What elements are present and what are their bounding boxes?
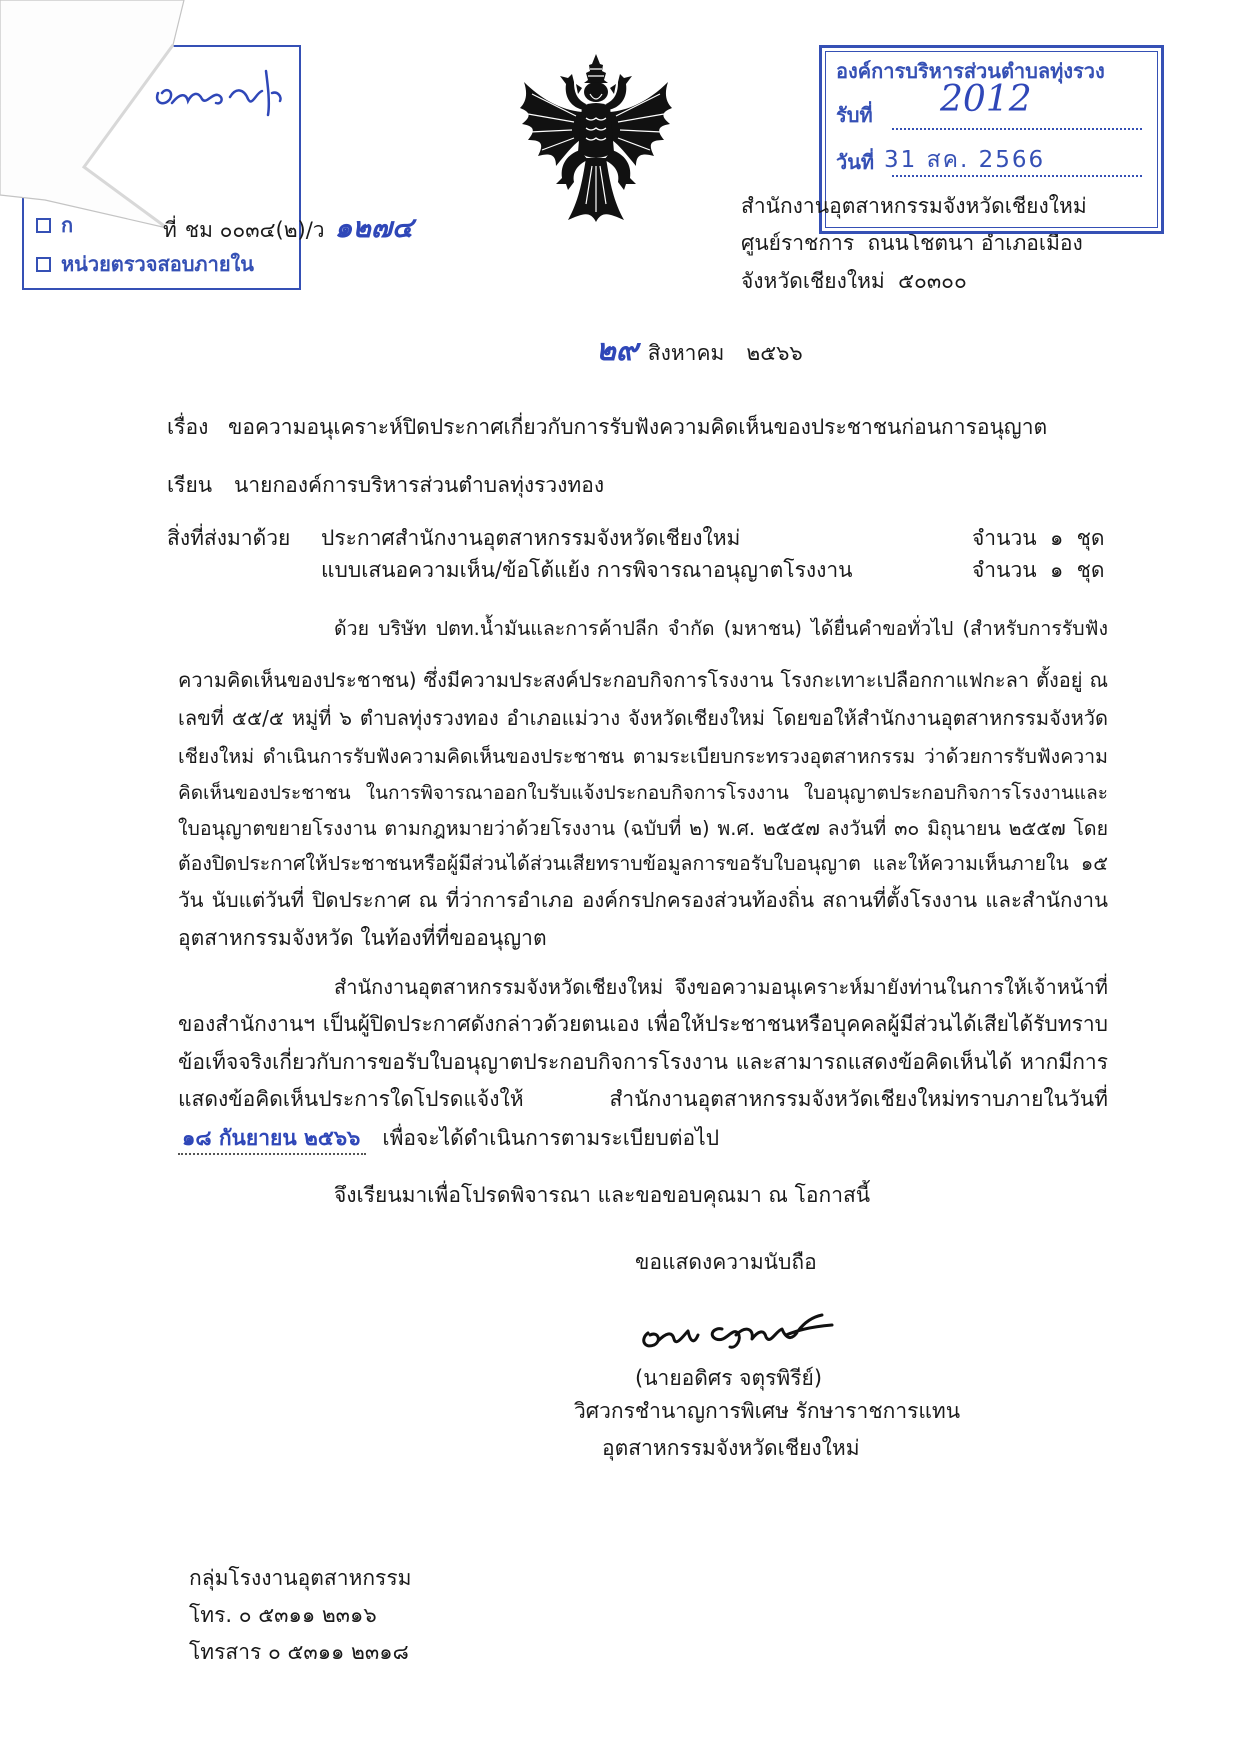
- paragraph-line: แสดงข้อคิดเห็นประการใดโปรดแจ้งให้ สำนักงานอุตสาหกรรมจังหวัดเชียงใหม่ทราบภายในวันที่: [178, 1087, 1108, 1111]
- enclosure-qty-2: จำนวน ๑ ชุด: [972, 558, 1105, 582]
- subject-label: เรื่อง: [167, 415, 209, 439]
- paragraph-line: ด้วย บริษัท ปตท.น้ำมันและการค้าปลีก จำกัด (มหาชน) ได้ยื่นคำขอทั่วไป (สำหรับการรับฟัง: [334, 617, 1108, 640]
- subject-text: ขอความอนุเคราะห์ปิดประกาศเกี่ยวกับการรับฟังความคิดเห็นของประชาชนก่อนการอนุญาต: [228, 415, 1048, 439]
- stamp-date-label: วันที่: [836, 150, 875, 174]
- enclosure-item-1: ประกาศสำนักงานอุตสาหกรรมจังหวัดเชียงใหม่: [321, 526, 741, 550]
- footer-fax: โทรสาร ๐ ๕๓๑๑ ๒๓๑๘: [189, 1640, 409, 1664]
- reference-handwritten-number: ๑๒๗๔: [334, 211, 414, 244]
- checkbox-2-label: หน่วยตรวจสอบภายใน: [61, 252, 254, 276]
- paragraph-line: คิดเห็นของประชาชน ในการพิจารณาออกใบรับแจ้งประกอบกิจการโรงงาน ใบอนุญาตประกอบกิจการโรงงานและ: [178, 782, 1108, 804]
- due-date-tail: เพื่อจะได้ดำเนินการตามระเบียบต่อไป: [382, 1126, 720, 1150]
- stamp-receive-line: [892, 128, 1142, 130]
- paragraph-line: ข้อเท็จจริงเกี่ยวกับการขอรับใบอนุญาตประกอบกิจการโรงงาน และสามารถแสดงข้อคิดเห็นได้ หากมีการ: [178, 1050, 1108, 1074]
- stamp-receive-number: 2012: [940, 79, 1032, 120]
- reference-number: [163, 213, 413, 245]
- stamp-receive-label: รับที่: [836, 103, 873, 127]
- paragraph-line-due-date: [178, 1123, 719, 1155]
- date-day: ๒๙: [596, 333, 638, 368]
- stamp-date-value: 31 สค. 2566: [884, 147, 1046, 173]
- sender-address-line-3: จังหวัดเชียงใหม่ ๕๐๓๐๐: [741, 269, 967, 293]
- checkbox-1-label: ก: [61, 213, 74, 237]
- enclosure-item-2: แบบเสนอความเห็น/ข้อโต้แย้ง การพิจารณาอนุญาตโรงงาน: [321, 558, 853, 582]
- paragraph-line: สำนักงานอุตสาหกรรมจังหวัดเชียงใหม่ จึงขอความอนุเคราะห์มายังท่านในการให้เจ้าหน้าที่: [334, 975, 1108, 999]
- footer-phone: โทร. ๐ ๕๓๑๑ ๒๓๑๖: [189, 1603, 377, 1627]
- reference-label: ที่: [163, 218, 177, 242]
- salutation-text: นายกองค์การบริหารส่วนตำบลทุ่งรวงทอง: [234, 473, 605, 497]
- paragraph-line: ใบอนุญาตขยายโรงงาน ตามกฎหมายว่าด้วยโรงงาน (ฉบับที่ ๒) พ.ศ. ๒๕๕๗ ลงวันที่ ๓๐ มิถุนายน ๒๕๕๗ โดย: [178, 817, 1108, 840]
- paragraph-line: เลขที่ ๕๕/๕ หมู่ที่ ๖ ตำบลทุ่งรวงทอง อำเภอแม่วาง จังหวัดเชียงใหม่ โดยขอให้สำนักงานอุตสาหกรรมจังหวัด: [178, 706, 1108, 730]
- paragraph-line: ความคิดเห็นของประชาชน) ซึ่งมีความประสงค์ประกอบกิจการโรงงาน โรงกะเทาะเปลือกกาแฟกะลา ตั้งอยู่ ณ: [178, 668, 1108, 692]
- signer-name: (นายอดิศร จตุรพิรีย์): [635, 1366, 823, 1390]
- stamp-organization: องค์การบริหารส่วนตำบลทุ่งรวง: [836, 59, 1105, 83]
- paragraph-line: ของสำนักงานฯ เป็นผู้ปิดประกาศดังกล่าวด้วยตนเอง เพื่อให้ประชาชนหรือบุคคลผู้มีส่วนได้เสียได้รับทราบ: [178, 1012, 1108, 1036]
- letter-date: [596, 333, 803, 368]
- closing-sentence: จึงเรียนมาเพื่อโปรดพิจารณา และขอขอบคุณมา ณ โอกาสนี้: [334, 1183, 871, 1207]
- signature-icon: [636, 1305, 851, 1360]
- paragraph-line: อุตสาหกรรมจังหวัด ในท้องที่ที่ขออนุญาต: [178, 926, 547, 950]
- signer-office: อุตสาหกรรมจังหวัดเชียงใหม่: [602, 1436, 860, 1460]
- salutation-label: เรียน: [167, 473, 213, 497]
- date-year: ๒๕๖๖: [746, 341, 803, 365]
- enclosures-label: สิ่งที่ส่งมาด้วย: [167, 526, 291, 550]
- complimentary-close: ขอแสดงความนับถือ: [635, 1250, 817, 1274]
- paragraph-line: เชียงใหม่ ดำเนินการรับฟังความคิดเห็นของประชาชน ตามระเบียบกระทรวงอุตสาหกรรม ว่าด้วยการรับฟังความ: [178, 745, 1108, 768]
- paragraph-line: ต้องปิดประกาศให้ประชาชนหรือผู้มีส่วนได้ส่วนเสียทราบข้อมูลการขอรับใบอนุญาต และให้ความเห็นภายใน ๑๕: [178, 852, 1108, 875]
- due-date: ๑๘ กันยายน ๒๕๖๖: [178, 1123, 366, 1155]
- garuda-emblem-icon: [516, 54, 676, 224]
- sender-address-line-2: ศูนย์ราชการ ถนนโชตนา อำเภอเมือง: [741, 231, 1083, 255]
- footer-division: กลุ่มโรงงานอุตสาหกรรม: [189, 1566, 412, 1590]
- sender-address-line-1: สำนักงานอุตสาหกรรมจังหวัดเชียงใหม่: [741, 194, 1087, 218]
- enclosure-qty-1: จำนวน ๑ ชุด: [972, 526, 1105, 550]
- date-month: สิงหาคม: [647, 341, 725, 365]
- paragraph-line: วัน นับแต่วันที่ ปิดประกาศ ณ ที่ว่าการอำเภอ องค์กรปกครองส่วนท้องถิ่น สถานที่ตั้งโรงงาน และสำนักงาน: [178, 888, 1108, 912]
- reference-code: ชม ๐๐๓๔(๒)/ว: [184, 218, 325, 242]
- signer-position: วิศวกรชำนาญการพิเศษ รักษาราชการแทน: [574, 1399, 961, 1423]
